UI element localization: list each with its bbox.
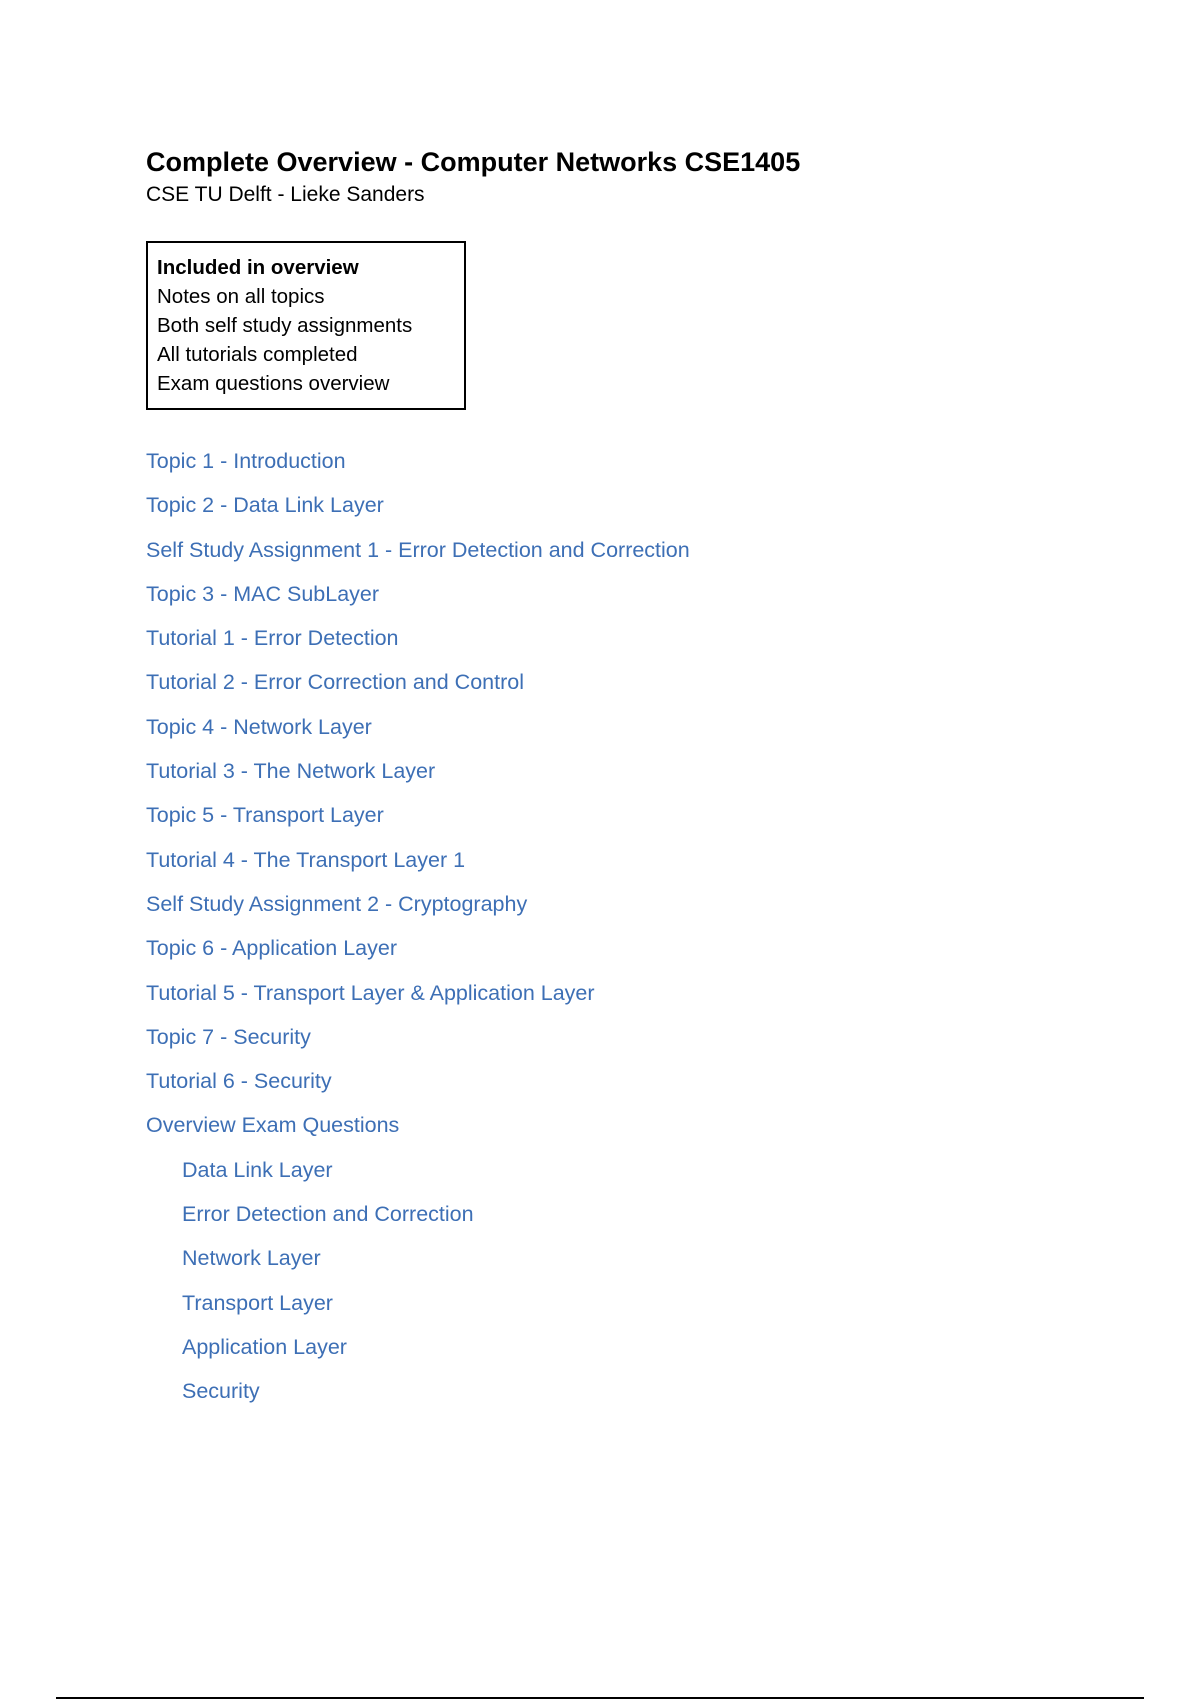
toc-sub-item — [146, 1372, 690, 1416]
toc-sub-item — [146, 1151, 690, 1195]
toc-link-tutorial-2[interactable]: Tutorial 2 - Error Correction and Control — [146, 670, 524, 695]
toc-link-self-study-2[interactable]: Self Study Assignment 2 - Cryptography — [146, 891, 528, 916]
toc-sub-item — [146, 1239, 690, 1283]
toc-link-tutorial-4[interactable]: Tutorial 4 - The Transport Layer 1 — [146, 847, 466, 872]
toc-sub-item — [146, 1284, 690, 1328]
toc-link-topic-6[interactable]: Topic 6 - Application Layer — [146, 936, 397, 961]
toc-sublink-transport-layer[interactable]: Transport Layer — [182, 1290, 333, 1315]
toc-sublink-network-layer[interactable]: Network Layer — [182, 1246, 321, 1271]
toc-link-topic-3[interactable]: Topic 3 - MAC SubLayer — [146, 581, 380, 606]
page-divider — [56, 1697, 1144, 1699]
toc-item — [146, 929, 690, 973]
toc-link-self-study-1[interactable]: Self Study Assignment 1 - Error Detection and Correction — [146, 537, 690, 562]
toc-item — [146, 486, 690, 530]
overview-box-line: Notes on all topics — [157, 285, 325, 308]
page-title: Complete Overview - Computer Networks CSE1405 — [146, 147, 801, 177]
toc-sublink-application-layer[interactable]: Application Layer — [182, 1334, 347, 1359]
toc-sublink-error-detection-correction[interactable]: Error Detection and Correction — [182, 1202, 474, 1227]
toc-item — [146, 663, 690, 707]
table-of-contents — [146, 442, 690, 1417]
included-in-overview-box — [146, 241, 466, 410]
toc-item — [146, 531, 690, 575]
toc-item — [146, 974, 690, 1018]
toc-sub-item — [146, 1328, 690, 1372]
toc-item — [146, 442, 690, 486]
toc-link-tutorial-5[interactable]: Tutorial 5 - Transport Layer & Application Layer — [146, 980, 595, 1005]
overview-box-line: Both self study assignments — [157, 314, 413, 337]
toc-item — [146, 1062, 690, 1106]
toc-sublink-data-link-layer[interactable]: Data Link Layer — [182, 1157, 333, 1182]
overview-box-heading: Included in overview — [157, 256, 359, 279]
toc-item — [146, 1106, 690, 1150]
toc-link-topic-4[interactable]: Topic 4 - Network Layer — [146, 714, 372, 739]
overview-box-line: Exam questions overview — [157, 372, 390, 395]
toc-link-tutorial-1[interactable]: Tutorial 1 - Error Detection — [146, 626, 399, 651]
toc-link-topic-5[interactable]: Topic 5 - Transport Layer — [146, 803, 384, 828]
toc-item — [146, 619, 690, 663]
toc-item — [146, 1018, 690, 1062]
toc-link-topic-7[interactable]: Topic 7 - Security — [146, 1024, 311, 1049]
overview-box-line: All tutorials completed — [157, 343, 358, 366]
toc-link-topic-2[interactable]: Topic 2 - Data Link Layer — [146, 493, 384, 518]
page-subtitle: CSE TU Delft - Lieke Sanders — [146, 183, 425, 206]
toc-link-tutorial-6[interactable]: Tutorial 6 - Security — [146, 1069, 332, 1094]
toc-link-tutorial-3[interactable]: Tutorial 3 - The Network Layer — [146, 759, 436, 784]
toc-sublink-security[interactable]: Security — [182, 1379, 260, 1404]
toc-item — [146, 575, 690, 619]
toc-item — [146, 796, 690, 840]
toc-item — [146, 841, 690, 885]
toc-item — [146, 708, 690, 752]
toc-link-topic-1[interactable]: Topic 1 - Introduction — [146, 449, 346, 473]
toc-sub-item — [146, 1195, 690, 1239]
toc-item — [146, 752, 690, 796]
toc-link-overview-exam-questions[interactable]: Overview Exam Questions — [146, 1113, 400, 1138]
toc-item — [146, 885, 690, 929]
